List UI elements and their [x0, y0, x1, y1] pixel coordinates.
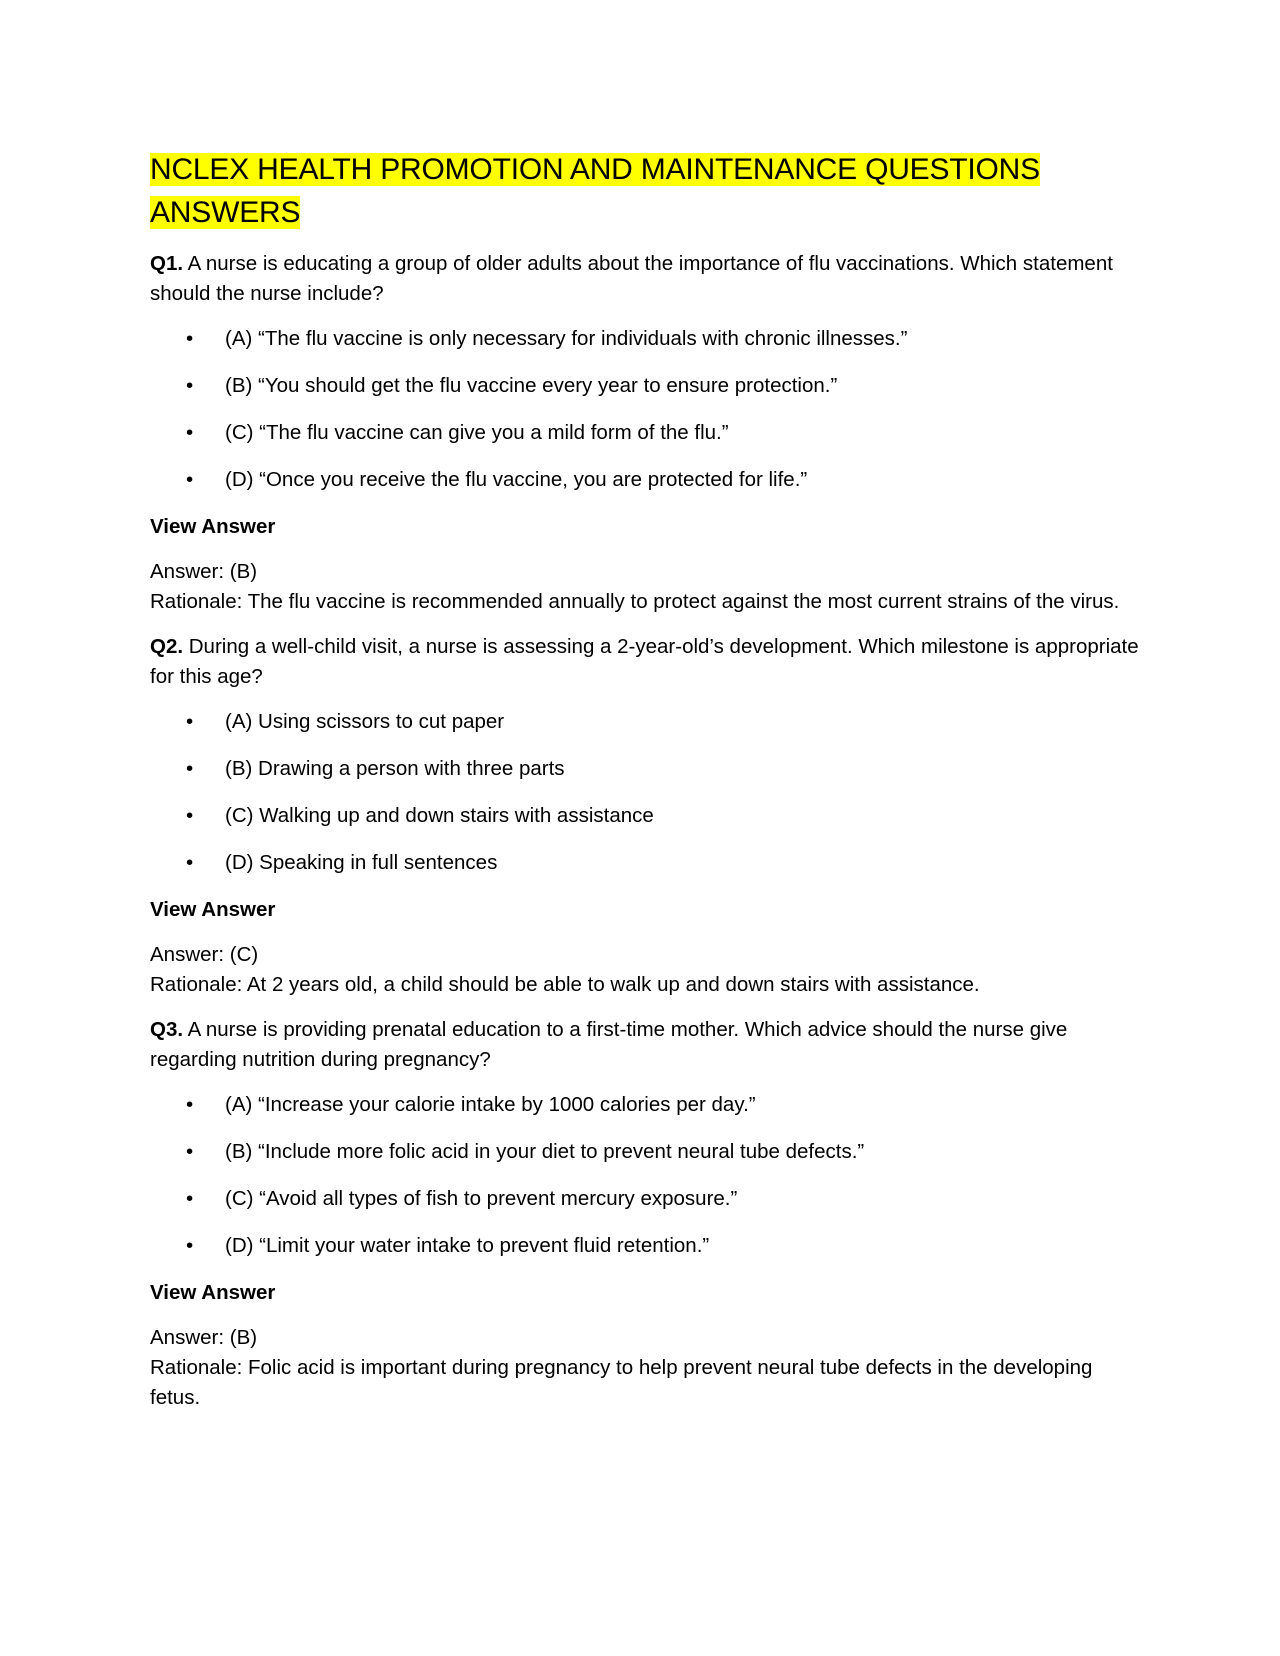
option-item — [150, 1137, 1140, 1167]
option-text: (B) Drawing a person with three parts — [225, 757, 565, 780]
option-list — [150, 324, 1140, 495]
answer-block — [150, 1323, 1140, 1413]
bullet-icon: • — [186, 374, 194, 397]
bullet-icon: • — [186, 1234, 194, 1257]
option-item — [150, 418, 1140, 448]
bullet-icon: • — [186, 710, 194, 733]
option-text: (D) Speaking in full sentences — [225, 851, 498, 874]
rationale-text: Rationale: The flu vaccine is recommended annually to protect against the most current strains of the virus. — [150, 590, 1120, 613]
question-block-1 — [150, 249, 1140, 617]
view-answer-toggle[interactable]: View Answer — [150, 1281, 276, 1304]
option-text: (B) “You should get the flu vaccine every year to ensure protection.” — [225, 374, 838, 397]
bullet-icon: • — [186, 421, 194, 444]
bullet-icon: • — [186, 1140, 194, 1163]
answer-text: Answer: (B) — [150, 1326, 258, 1349]
option-text: (C) “The flu vaccine can give you a mild form of the flu.” — [225, 421, 729, 444]
question-block-3 — [150, 1015, 1140, 1413]
bullet-icon: • — [186, 851, 194, 874]
question-3 — [150, 1015, 1140, 1075]
option-item — [150, 324, 1140, 354]
option-item — [150, 754, 1140, 784]
question-text: During a well-child visit, a nurse is assessing a 2-year-old’s development. Which milestone is appropriate for this age? — [150, 635, 1139, 688]
question-text: A nurse is providing prenatal education to a first-time mother. Which advice should the nurse give regarding nutrition during pregnancy? — [150, 1018, 1068, 1071]
option-item — [150, 1090, 1140, 1120]
answer-block — [150, 557, 1140, 617]
answer-text: Answer: (B) — [150, 560, 258, 583]
question-block-2 — [150, 632, 1140, 1000]
option-text: (D) “Once you receive the flu vaccine, you are protected for life.” — [225, 468, 808, 491]
rationale-text: Rationale: At 2 years old, a child should be able to walk up and down stairs with assistance. — [150, 973, 980, 996]
document-title-text: NCLEX HEALTH PROMOTION AND MAINTENANCE QUESTIONS ANSWERS — [150, 153, 1040, 229]
document-page — [150, 148, 1140, 1428]
document-title — [150, 148, 1140, 234]
option-text: (D) “Limit your water intake to prevent fluid retention.” — [225, 1234, 710, 1257]
option-text: (A) “The flu vaccine is only necessary for individuals with chronic illnesses.” — [225, 327, 908, 350]
bullet-icon: • — [186, 1187, 194, 1210]
question-1 — [150, 249, 1140, 309]
bullet-icon: • — [186, 804, 194, 827]
bullet-icon: • — [186, 468, 194, 491]
option-item — [150, 465, 1140, 495]
option-item — [150, 371, 1140, 401]
view-answer-toggle[interactable]: View Answer — [150, 515, 276, 538]
question-number: Q3. — [150, 1018, 184, 1041]
view-answer-toggle[interactable]: View Answer — [150, 898, 276, 921]
option-item — [150, 1231, 1140, 1261]
question-2 — [150, 632, 1140, 692]
option-item — [150, 801, 1140, 831]
option-item — [150, 1184, 1140, 1214]
question-text: A nurse is educating a group of older adults about the importance of flu vaccinations. Which statement should the nurse include? — [150, 252, 1113, 305]
answer-block — [150, 940, 1140, 1000]
bullet-icon: • — [186, 1093, 194, 1116]
question-number: Q2. — [150, 635, 184, 658]
option-text: (A) Using scissors to cut paper — [225, 710, 505, 733]
option-text: (A) “Increase your calorie intake by 1000 calories per day.” — [225, 1093, 756, 1116]
option-text: (C) “Avoid all types of fish to prevent mercury exposure.” — [225, 1187, 738, 1210]
option-text: (B) “Include more folic acid in your diet to prevent neural tube defects.” — [225, 1140, 865, 1163]
option-item — [150, 848, 1140, 878]
option-list — [150, 1090, 1140, 1261]
answer-text: Answer: (C) — [150, 943, 259, 966]
rationale-text: Rationale: Folic acid is important during pregnancy to help prevent neural tube defects in the developing fetus. — [150, 1356, 1093, 1409]
bullet-icon: • — [186, 757, 194, 780]
question-number: Q1. — [150, 252, 184, 275]
option-list — [150, 707, 1140, 878]
option-item — [150, 707, 1140, 737]
bullet-icon: • — [186, 327, 194, 350]
option-text: (C) Walking up and down stairs with assistance — [225, 804, 654, 827]
